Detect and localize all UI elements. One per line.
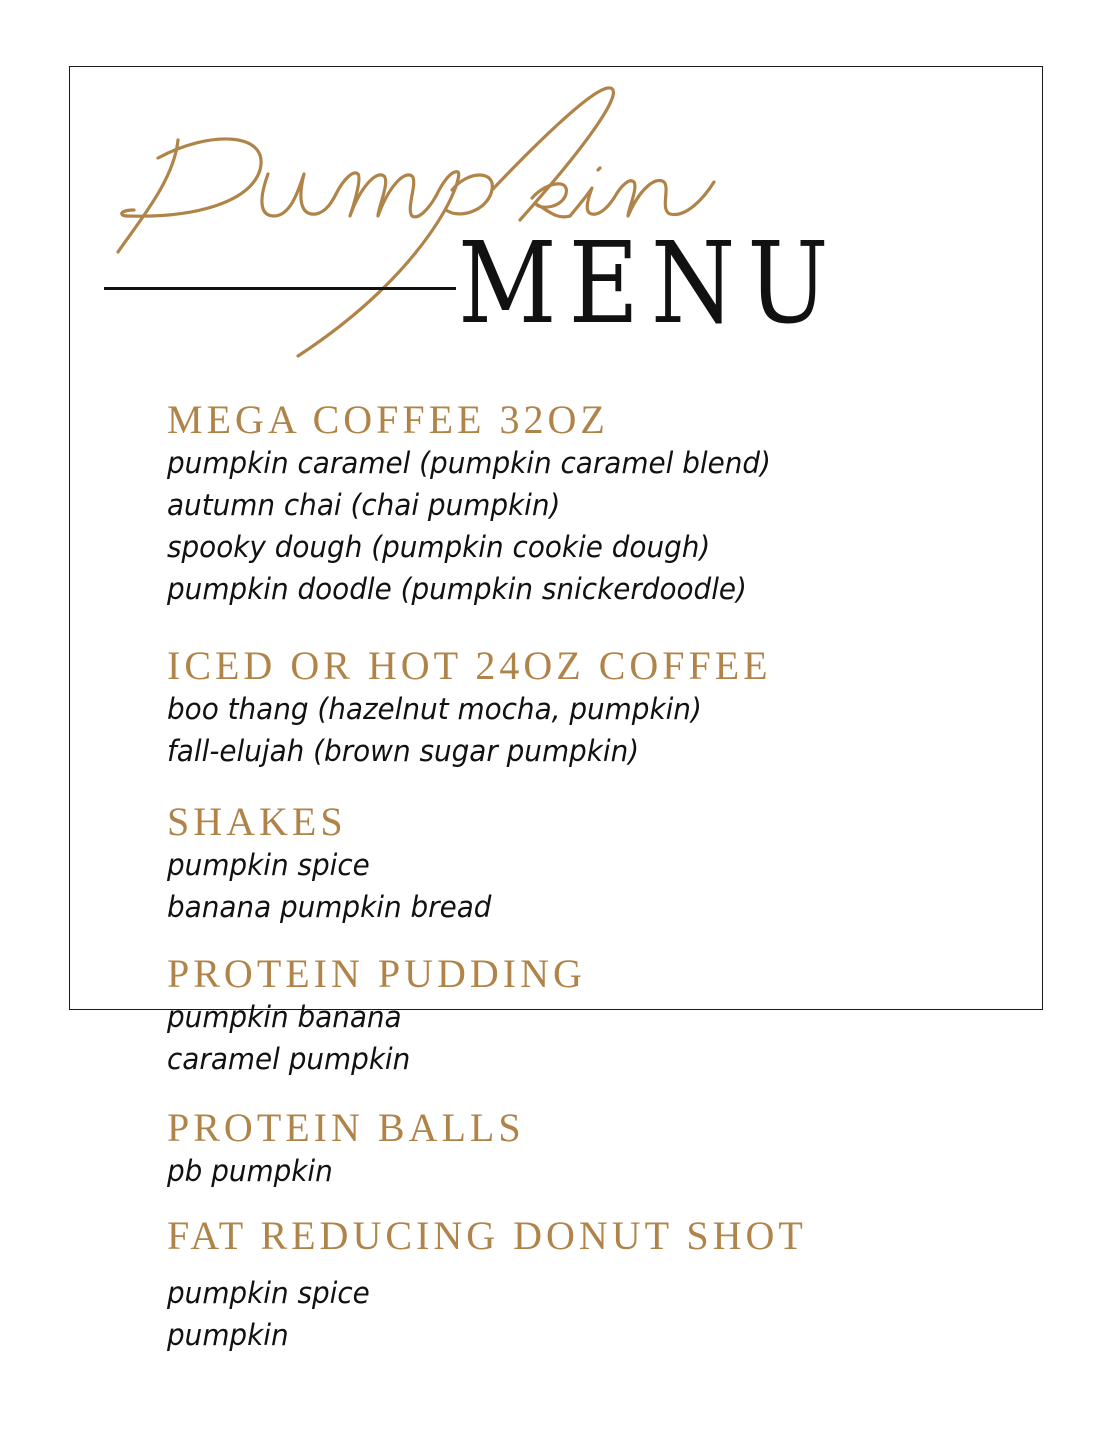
menu-item: spooky dough (pumpkin cookie dough) xyxy=(167,530,711,564)
menu-item: pumpkin caramel (pumpkin caramel blend) xyxy=(167,446,771,480)
section-title: FAT REDUCING DONUT SHOT xyxy=(167,1213,807,1258)
section-shakes xyxy=(167,800,505,928)
menu-header xyxy=(0,0,1113,380)
section-title: PROTEIN PUDDING xyxy=(167,951,586,996)
section-title: PROTEIN BALLS xyxy=(167,1105,525,1150)
section-protein-pudding xyxy=(167,952,586,1080)
section-title: MEGA COFFEE 32OZ xyxy=(167,397,609,442)
section-iced-or-hot-coffee xyxy=(167,644,772,772)
header-divider-line xyxy=(104,287,456,290)
menu-item: pb pumpkin xyxy=(167,1154,333,1188)
section-title: ICED OR HOT 24OZ COFFEE xyxy=(167,643,772,688)
section-fat-reducing-donut-shot xyxy=(167,1214,807,1356)
menu-item: caramel pumpkin xyxy=(167,1042,411,1076)
menu-item: pumpkin banana xyxy=(167,1000,402,1034)
section-protein-balls xyxy=(167,1106,525,1192)
menu-item: pumpkin spice xyxy=(167,848,370,882)
section-title: SHAKES xyxy=(167,799,347,844)
menu-item: pumpkin xyxy=(167,1318,289,1352)
menu-item: pumpkin doodle (pumpkin snickerdoodle) xyxy=(167,572,747,606)
menu-item: pumpkin spice xyxy=(167,1276,370,1310)
menu-title: MENU xyxy=(458,219,841,349)
menu-item: fall-elujah (brown sugar pumpkin) xyxy=(167,734,640,768)
section-mega-coffee xyxy=(167,398,796,610)
menu-item: boo thang (hazelnut mocha, pumpkin) xyxy=(167,692,702,726)
menu-item: autumn chai (chai pumpkin) xyxy=(167,488,561,522)
menu-item: banana pumpkin bread xyxy=(167,890,492,924)
